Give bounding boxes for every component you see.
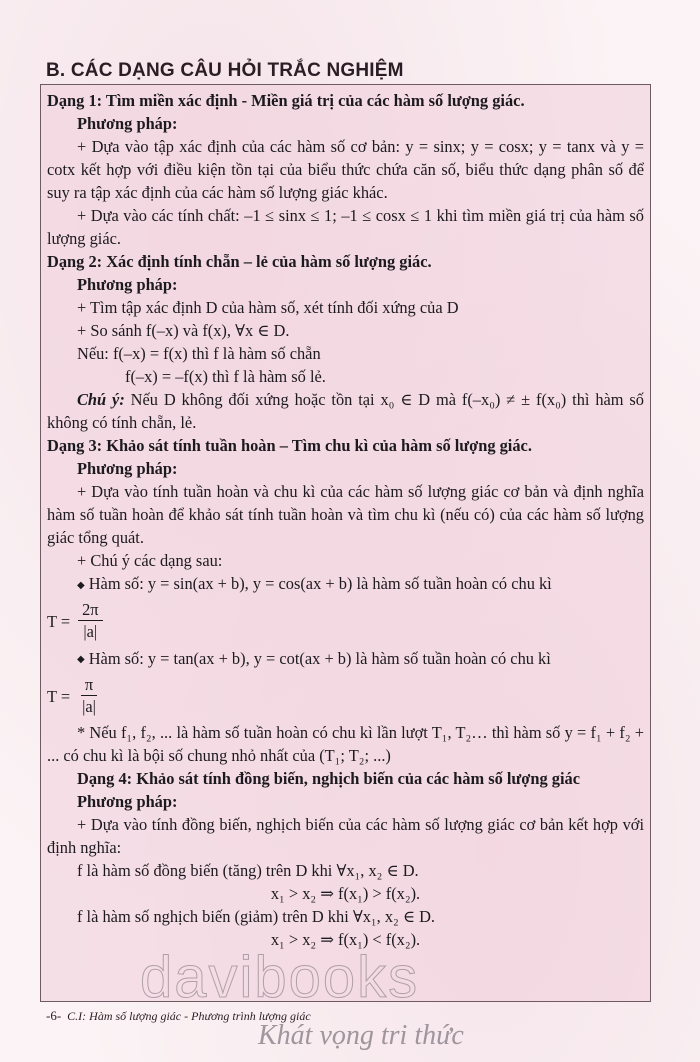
d2-p1: + Tìm tập xác định D của hàm số, xét tính đối xứng của D — [77, 298, 459, 317]
d1-p2: + Dựa vào các tính chất: –1 ≤ sinx ≤ 1; –1 ≤ cosx ≤ 1 khi tìm miền giá trị của hàm số lượng giác. — [47, 206, 644, 248]
d2-note-text: Nếu D không đối xứng hoặc tồn tại x₀ ∈ D mà f(–x₀) ≠ ± f(x₀) thì hàm số không có tính chẵn, lẻ. — [47, 390, 644, 432]
d4-p2: f là hàm số đồng biến (tăng) trên D khi ∀x₁, x₂ ∈ D. — [77, 861, 419, 881]
d2-method: Phương pháp: — [77, 275, 178, 294]
content-box — [40, 84, 651, 1002]
content — [47, 89, 644, 951]
watermark-tagline: Khát vọng tri thức — [258, 1020, 464, 1051]
d4-p3: x₁ > x₂ ⇒ f(x₁) > f(x₂). — [270, 884, 421, 904]
footer-text: C.I: Hàm số lượng giác - Phương trình lượng giác — [67, 1009, 311, 1023]
d3-b1 — [47, 572, 644, 597]
d3-p2: + Chú ý các dạng sau: — [77, 551, 223, 570]
d2-p2: + So sánh f(–x) và f(x), ∀x ∈ D. — [77, 321, 290, 340]
watermark-logo: davibooks — [140, 945, 420, 1010]
d4-method: Phương pháp: — [77, 792, 178, 812]
formula-1-numerator: 2π — [78, 600, 102, 621]
d3-b2 — [47, 647, 644, 672]
d1-p1: + Dựa vào tập xác định của các hàm số cơ bản: y = sinx; y = cosx; y = tanx và y = cotx kết hợp với điều kiện tồn tại của biểu thức chứa căn số, biểu thức dạng phân số để suy ra tập xác định của các hàm số lượng giác khác. — [47, 137, 644, 202]
d3-p1: + Dựa vào tính tuần hoàn và chu kì của các hàm số lượng giác cơ bản và định nghĩa hàm số tuần hoàn để khảo sát tính tuần hoàn và tìm chu kì (nếu có) của các hàm số lượng giác tổng quát. — [47, 482, 644, 547]
d3-b2-text: Hàm số: y = tan(ax + b), y = cot(ax + b) là hàm số tuần hoàn có chu kì — [88, 648, 551, 668]
d3-method: Phương pháp: — [77, 459, 178, 478]
diamond-bullet-icon: ◆ — [77, 654, 85, 666]
formula-2-denominator: |a| — [82, 696, 96, 716]
page-number: -6- — [46, 1008, 62, 1023]
d2-p3: Nếu: f(–x) = f(x) thì f là hàm số chẵn — [77, 344, 321, 363]
formula-1-lhs: T = — [47, 612, 71, 632]
formula-1-denominator: |a| — [83, 622, 98, 642]
d1-title: Dạng 1: Tìm miền xác định - Miền giá trị của các hàm số lượng giác. — [47, 91, 525, 110]
d3-formula-2 — [47, 671, 644, 721]
d4-p4: f là hàm số nghịch biến (giảm) trên D khi ∀x₁, x₂ ∈ D. — [77, 907, 436, 927]
section-title: B. CÁC DẠNG CÂU HỎI TRẮC NGHIỆM — [46, 60, 404, 81]
d1-method: Phương pháp: — [77, 114, 178, 133]
d2-title: Dạng 2: Xác định tính chẵn – lẻ của hàm số lượng giác. — [47, 252, 432, 271]
d4-title: Dạng 4: Khảo sát tính đồng biến, nghịch biến của các hàm số lượng giác — [77, 769, 580, 789]
diamond-bullet-icon: ◆ — [77, 579, 85, 591]
formula-2-lhs: T = — [47, 686, 71, 706]
d3-formula-1 — [47, 597, 644, 647]
d3-b1-text: Hàm số: y = sin(ax + b), y = cos(ax + b) là hàm số tuần hoàn có chu kì — [88, 574, 552, 593]
d2-note — [47, 388, 644, 434]
d4-p1: + Dựa vào tính đồng biến, nghịch biến của các hàm số lượng giác cơ bản kết hợp với định nghĩa: — [47, 815, 644, 858]
formula-2-numerator: π — [81, 675, 97, 696]
d4-p5: x₁ > x₂ ⇒ f(x₁) < f(x₂). — [270, 930, 421, 950]
d3-title: Dạng 3: Khảo sát tính tuần hoàn – Tìm chu kì của hàm số lượng giác. — [47, 436, 532, 455]
d3-p3: * Nếu f₁, f₂, ... là hàm số tuần hoàn có chu kì lần lượt T₁, T₂… thì hàm số y = f₁ + f₂ + ... có chu kì là bội số chung nhỏ nhất của (T₁; T₂; ...) — [47, 723, 644, 766]
d2-p4: f(–x) = –f(x) thì f là hàm số lẻ. — [125, 367, 326, 386]
d2-note-label: Chú ý: — [77, 390, 125, 409]
